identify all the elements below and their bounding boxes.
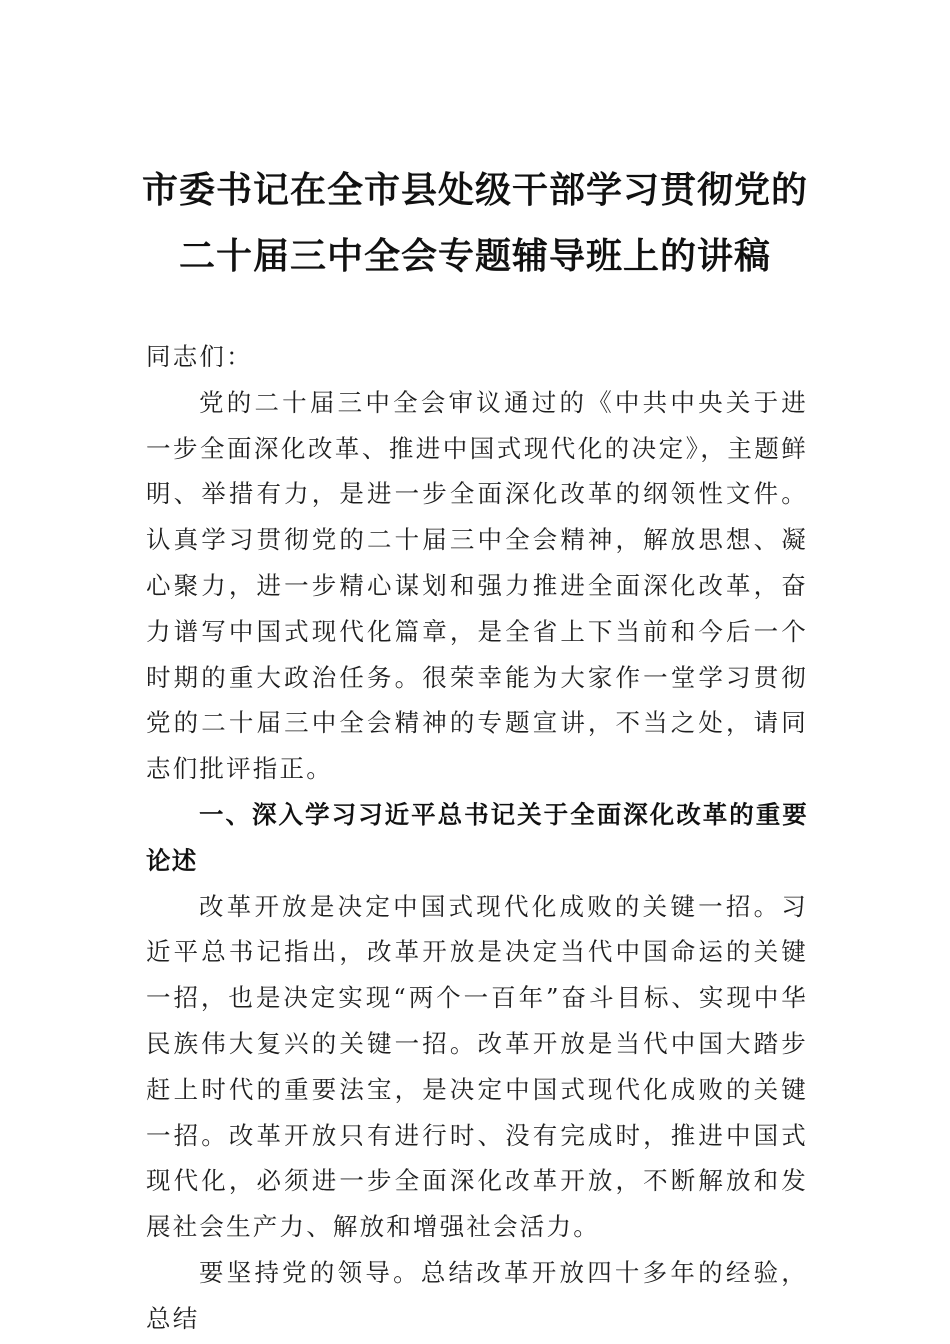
salutation: 同志们： [146, 342, 253, 371]
paragraph-party-leadership: 要坚持党的领导。总结改革开放四十多年的经验，总结 [146, 1257, 808, 1333]
document-title-line-2: 二十届三中全会专题辅导班上的讲稿 [178, 235, 771, 277]
document-body [146, 334, 808, 1342]
section-heading-1: 一、深入学习习近平总书记关于全面深化改革的重要论述 [146, 799, 808, 875]
paragraph-reform: 改革开放是决定中国式现代化成败的关键一招。习近平总书记指出，改革开放是决定当代中国命运的关键一招，也是决定实现“两个一百年”奋斗目标、实现中华民族伟大复兴的关键一招。改革开放是当代中国大踏步赶上时代的重要法宝，是决定中国式现代化成败的关键一招。改革开放只有进行时、没有完成时，推进中国式现代化，必须进一步全面深化改革开放，不断解放和发展社会生产力、解放和增强社会活力。 [146, 891, 808, 1242]
paragraph-intro: 党的二十届三中全会审议通过的《中共中央关于进一步全面深化改革、推进中国式现代化的决定》，主题鲜明、举措有力，是进一步全面深化改革的纲领性文件。认真学习贯彻党的二十届三中全会精神，解放思想、凝心聚力，进一步精心谋划和强力推进全面深化改革，奋力谱写中国式现代化篇章，是全省上下当前和今后一个时期的重大政治任务。很荣幸能为大家作一堂学习贯彻党的二十届三中全会精神的专题宣讲，不当之处，请同志们批评指正。 [146, 387, 808, 784]
document-title-line-1: 市委书记在全市县处级干部学习贯彻党的 [141, 169, 808, 211]
